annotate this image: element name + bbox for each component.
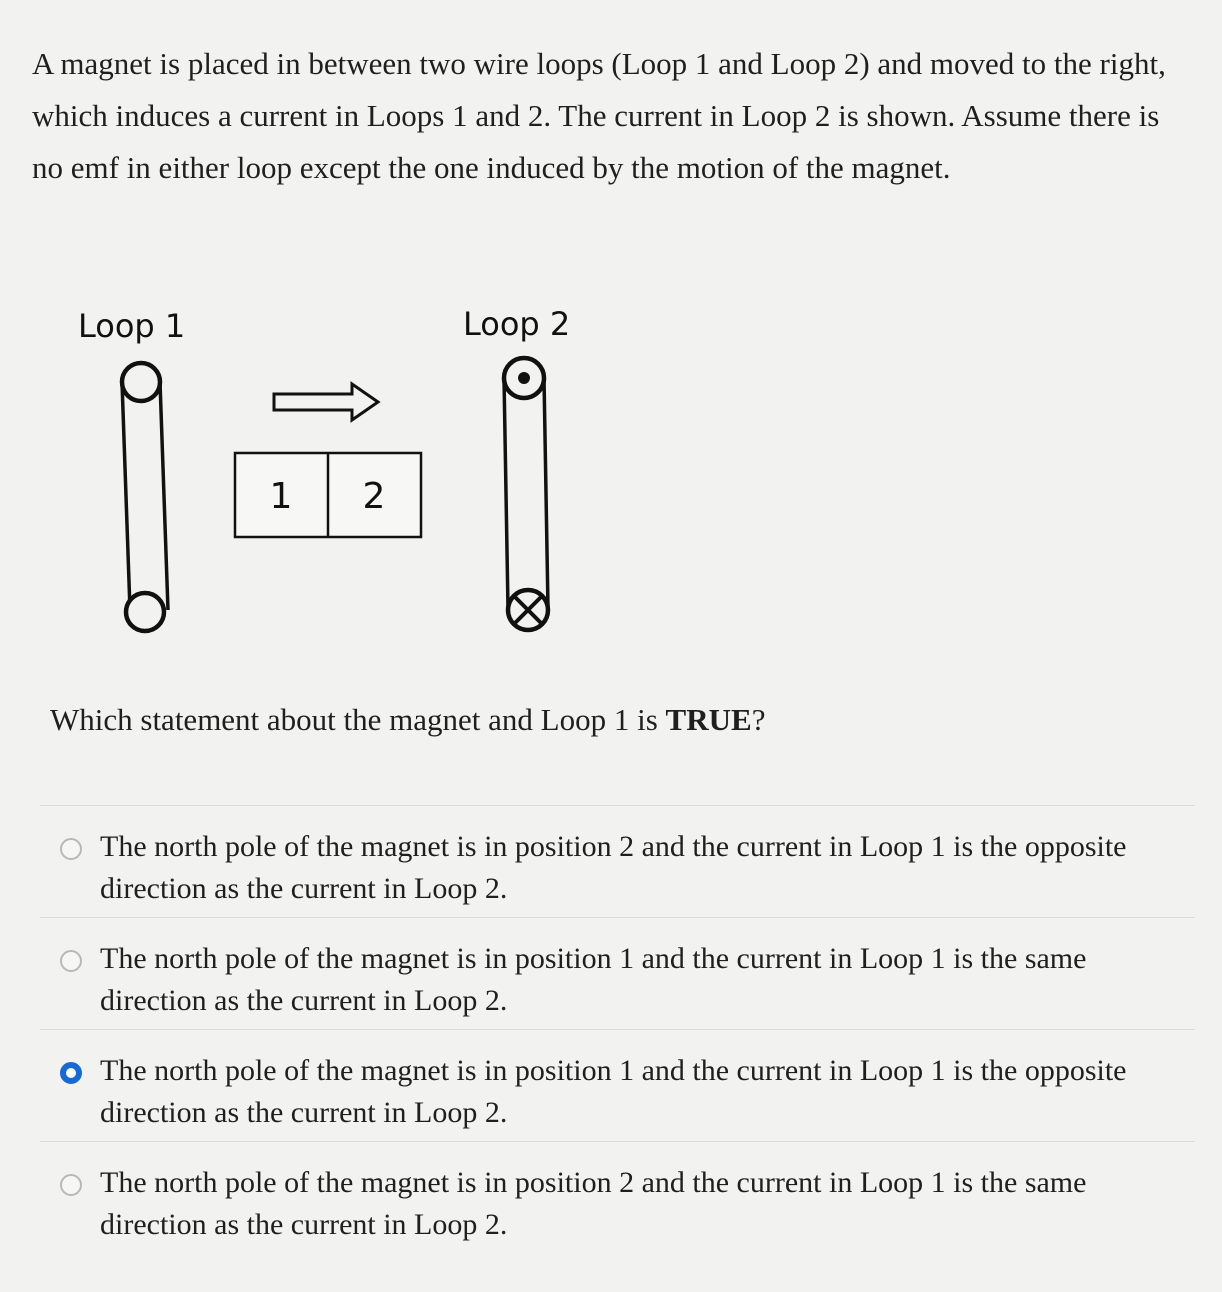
prompt-emphasis: TRUE — [665, 702, 752, 737]
answer-option-label: The north pole of the magnet is in position 2 and the current in Loop 1 is the same direction as the current in Loop 2. — [100, 1166, 1087, 1241]
radio-button-4[interactable] — [60, 1174, 82, 1196]
radio-button-3[interactable] — [60, 1062, 82, 1084]
magnet-position-1: 1 — [269, 476, 293, 517]
loop1-bottom-circle-icon — [126, 593, 164, 631]
figure-svg — [60, 290, 620, 650]
current-into-page-icon — [508, 590, 548, 630]
question-text: A magnet is placed in between two wire loops (Loop 1 and Loop 2) and moved to the right, which induces a current in Loops 1 and 2. The current in Loop 2 is shown. Assume there is no emf in either loop except the one induced by the motion of the magnet. — [32, 46, 1166, 185]
answer-option-4[interactable] — [40, 1141, 1195, 1253]
right-arrow-icon — [274, 384, 378, 420]
radio-button-1[interactable] — [60, 838, 82, 860]
answer-option-label: The north pole of the magnet is in position 1 and the current in Loop 1 is the opposite direction as the current in Loop 2. — [100, 1054, 1127, 1129]
magnet — [235, 453, 421, 537]
answer-option-2[interactable] — [40, 917, 1195, 1029]
answer-option-3[interactable] — [40, 1029, 1195, 1141]
loop2-label: Loop 2 — [463, 305, 571, 343]
loop1 — [122, 363, 168, 631]
prompt-text: Which statement about the magnet and Loop 1 is — [50, 702, 666, 737]
prompt-suffix: ? — [751, 702, 766, 737]
current-out-of-page-icon — [504, 358, 544, 398]
answer-options — [40, 805, 1195, 1253]
answer-option-label: The north pole of the magnet is in position 1 and the current in Loop 1 is the same direction as the current in Loop 2. — [100, 942, 1087, 1017]
magnet-position-2: 2 — [362, 476, 386, 517]
magnet-loops-figure — [60, 290, 620, 650]
loop2 — [504, 358, 548, 630]
loop1-label: Loop 1 — [78, 307, 186, 345]
answer-option-1[interactable] — [40, 805, 1195, 917]
loop1-top-circle-icon — [122, 363, 160, 401]
question-prompt — [50, 702, 765, 738]
answer-option-label: The north pole of the magnet is in position 2 and the current in Loop 1 is the opposite direction as the current in Loop 2. — [100, 830, 1127, 905]
radio-button-2[interactable] — [60, 950, 82, 972]
